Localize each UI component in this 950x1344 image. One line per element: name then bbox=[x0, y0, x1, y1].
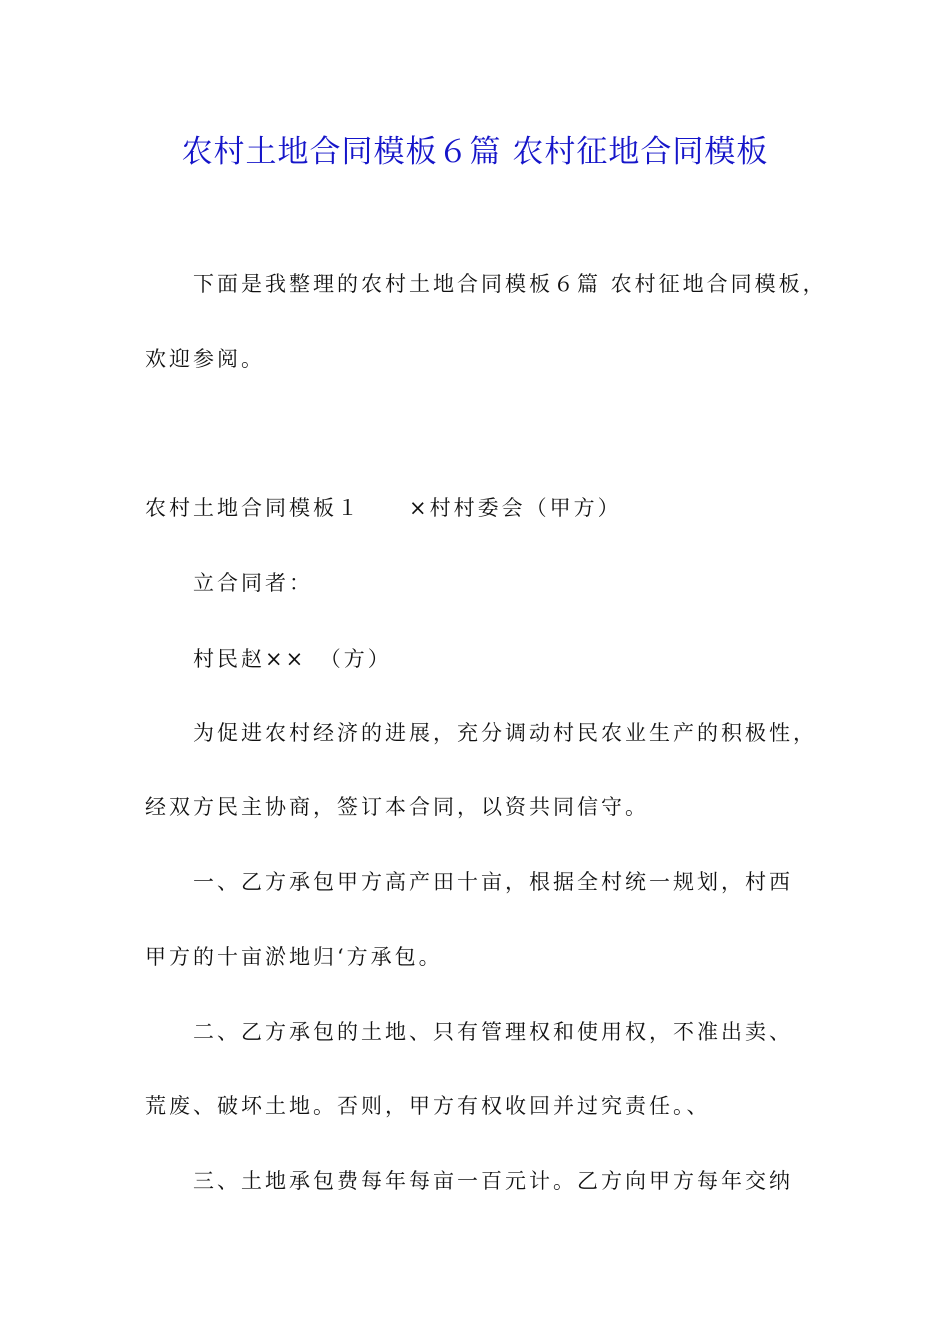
intro-line-1: 下面是我整理的农村土地合同模板６篇 农村征地合同模板， bbox=[193, 272, 827, 296]
intro-line-2: 欢迎参阅。 bbox=[145, 347, 265, 371]
paragraph-line: 荒废、破坏土地。否则，甲方有权收回并过究责任。、 bbox=[145, 1094, 711, 1118]
document-title: 农村土地合同模板６篇 农村征地合同模板 bbox=[181, 134, 769, 170]
paragraph-line: 经双方民主协商，签订本合同，以资共同信守。 bbox=[145, 795, 649, 819]
paragraph-line: 立合同者： bbox=[193, 571, 313, 595]
paragraph-line: 二、乙方承包的土地、只有管理权和使用权，不准出卖、 bbox=[193, 1020, 793, 1044]
paragraph-line: 村民赵×× （方） bbox=[193, 647, 392, 671]
paragraph-line: 一、乙方承包甲方高产田十亩，根据全村统一规划，村西 bbox=[193, 870, 793, 894]
paragraph-line: 甲方的十亩淤地归‘方承包。 bbox=[145, 945, 443, 969]
paragraph-line: 为促进农村经济的进展，充分调动村民农业生产的积极性， bbox=[193, 721, 817, 745]
section-heading: 农村土地合同模板１ ×村村委会（甲方） bbox=[145, 496, 622, 520]
paragraph-line: 三、土地承包费每年每亩一百元计。乙方向甲方每年交纳 bbox=[193, 1169, 793, 1193]
